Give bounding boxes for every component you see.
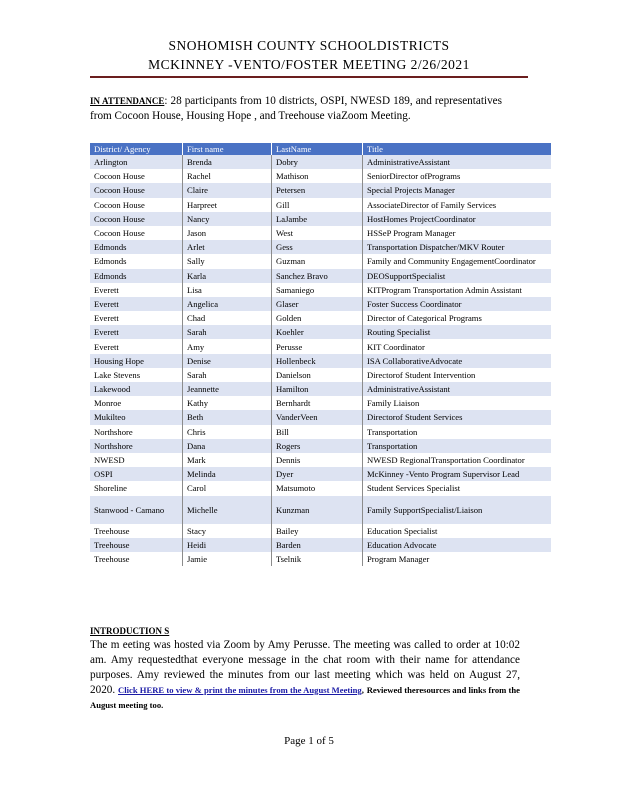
cell-first-name: Brenda bbox=[183, 155, 272, 169]
table-row bbox=[90, 524, 551, 538]
table-row bbox=[90, 283, 551, 297]
table-row bbox=[90, 354, 551, 368]
cell-agency: Treehouse bbox=[90, 552, 183, 566]
cell-last-name: Dyer bbox=[272, 467, 363, 481]
table-row bbox=[90, 254, 551, 268]
cell-last-name: Bill bbox=[272, 425, 363, 439]
cell-first-name: Harpreet bbox=[183, 198, 272, 212]
cell-last-name: Sanchez Bravo bbox=[272, 269, 363, 283]
cell-agency: Cocoon House bbox=[90, 198, 183, 212]
cell-last-name: Barden bbox=[272, 538, 363, 552]
cell-first-name: Angelica bbox=[183, 297, 272, 311]
cell-agency: Northshore bbox=[90, 439, 183, 453]
doc-title-line1: SNOHOMISH COUNTY SCHOOLDISTRICTS bbox=[168, 38, 450, 53]
cell-last-name: Mathison bbox=[272, 169, 363, 183]
table-row bbox=[90, 453, 551, 467]
col-header-title: Title bbox=[363, 143, 552, 155]
cell-title: HSSeP Program Manager bbox=[367, 228, 456, 239]
col-header-first-name: First name bbox=[183, 143, 272, 155]
cell-agency: Cocoon House bbox=[90, 212, 183, 226]
cell-agency: Arlington bbox=[90, 155, 183, 169]
cell-first-name: Kathy bbox=[183, 396, 272, 410]
cell-first-name: Chad bbox=[183, 311, 272, 325]
cell-title: Education Specialist bbox=[367, 525, 438, 536]
cell-last-name: Hollenbeck bbox=[272, 354, 363, 368]
cell-title: Director of Categorical Programs bbox=[367, 313, 482, 324]
introduction-text: The m eeting was hosted via Zoom by Amy Perusse. The meeting was called to order at 10:02 am. Amy requestedthat everyone message in the chat room with their name for attendance purposes. Amy reviewed the minutes from our last meeting which was held on August 27, 2020. bbox=[90, 639, 520, 696]
attendance-text: : 28 participants from 10 districts, OSPI, NWESD 189, and representatives from Cocoon House, Housing Hope , and Treehouse viaZoom Meeting. bbox=[90, 95, 502, 122]
cell-last-name: Kunzman bbox=[272, 496, 363, 524]
cell-first-name: Denise bbox=[183, 354, 272, 368]
cell-first-name: Mark bbox=[183, 453, 272, 467]
table-body bbox=[90, 155, 551, 566]
cell-agency: Everett bbox=[90, 339, 183, 353]
cell-agency: Northshore bbox=[90, 425, 183, 439]
table-row bbox=[90, 339, 551, 353]
table-row bbox=[90, 425, 551, 439]
table-row bbox=[90, 226, 551, 240]
table-row bbox=[90, 396, 551, 410]
cell-last-name: Petersen bbox=[272, 183, 363, 197]
cell-last-name: Koehler bbox=[272, 325, 363, 339]
cell-title: Student Services Specialist bbox=[367, 483, 461, 494]
cell-first-name: Rachel bbox=[183, 169, 272, 183]
cell-agency: OSPI bbox=[90, 467, 183, 481]
cell-title: AdministrativeAssistant bbox=[363, 382, 552, 396]
cell-title: Routing Specialist bbox=[363, 325, 552, 339]
minutes-link[interactable]: Click HERE to view & print the minutes from the August Meeting bbox=[118, 685, 362, 695]
cell-agency: Lake Stevens bbox=[90, 368, 183, 382]
cell-last-name: Tselnik bbox=[272, 552, 363, 566]
cell-last-name: Golden bbox=[272, 311, 363, 325]
table-row bbox=[90, 481, 551, 495]
cell-first-name: Sally bbox=[183, 254, 272, 268]
doc-title-line2: MCKINNEY -VENTO/FOSTER MEETING 2/26/2021 bbox=[148, 57, 470, 72]
cell-first-name: Jason bbox=[183, 226, 272, 240]
cell-agency: Everett bbox=[90, 297, 183, 311]
cell-title: McKinney -Vento Program Supervisor Lead bbox=[363, 467, 552, 481]
cell-title: AdministrativeAssistant bbox=[363, 155, 552, 169]
cell-title: Transportation bbox=[363, 439, 552, 453]
table-row bbox=[90, 467, 551, 481]
cell-agency: Stanwood - Camano bbox=[90, 496, 183, 524]
cell-first-name: Melinda bbox=[183, 467, 272, 481]
cell-title: DEOSupportSpecialist bbox=[363, 269, 552, 283]
table-row bbox=[90, 183, 551, 197]
cell-first-name: Jamie bbox=[183, 552, 272, 566]
attendance-label: IN ATTENDANCE bbox=[90, 96, 165, 106]
cell-title: HostHomes ProjectCoordinator bbox=[363, 212, 552, 226]
cell-first-name: Claire bbox=[183, 183, 272, 197]
cell-agency: Edmonds bbox=[90, 240, 183, 254]
table-row bbox=[90, 496, 551, 524]
attendance-paragraph bbox=[90, 94, 502, 124]
cell-title: Family and Community EngagementCoordinator bbox=[367, 256, 536, 267]
title-divider bbox=[90, 76, 528, 78]
cell-agency: NWESD bbox=[90, 453, 183, 467]
table-row bbox=[90, 538, 551, 552]
cell-agency: Cocoon House bbox=[90, 226, 183, 240]
table-row bbox=[90, 552, 551, 566]
cell-agency: Everett bbox=[90, 311, 183, 325]
cell-first-name: Chris bbox=[183, 425, 272, 439]
cell-agency: Edmonds bbox=[90, 254, 183, 268]
cell-title: NWESD RegionalTransportation Coordinator bbox=[367, 455, 525, 466]
cell-last-name: Glaser bbox=[272, 297, 363, 311]
cell-last-name: Gill bbox=[272, 198, 363, 212]
cell-title: SeniorDirector ofPrograms bbox=[367, 171, 461, 182]
col-header-last-name: LastName bbox=[272, 143, 363, 155]
cell-title: KIT Coordinator bbox=[367, 341, 425, 352]
cell-first-name: Nancy bbox=[183, 212, 272, 226]
table-row bbox=[90, 368, 551, 382]
cell-agency: Cocoon House bbox=[90, 169, 183, 183]
cell-last-name: Rogers bbox=[272, 439, 363, 453]
cell-first-name: Arlet bbox=[183, 240, 272, 254]
cell-last-name: Bailey bbox=[272, 524, 363, 538]
cell-title: Directorof Student Services bbox=[363, 410, 552, 424]
col-header-agency: District/ Agency bbox=[90, 143, 183, 155]
cell-agency: Everett bbox=[90, 283, 183, 297]
cell-last-name: Dennis bbox=[272, 453, 363, 467]
cell-title: Family Liaison bbox=[367, 398, 420, 409]
cell-title: AssociateDirector of Family Services bbox=[367, 199, 497, 210]
table-row bbox=[90, 240, 551, 254]
cell-title: Directorof Student Intervention bbox=[367, 369, 476, 380]
cell-last-name: Dobry bbox=[272, 155, 363, 169]
cell-title: KITProgram Transportation Admin Assistant bbox=[367, 284, 522, 295]
cell-last-name: Gess bbox=[272, 240, 363, 254]
table-row bbox=[90, 325, 551, 339]
cell-agency: Treehouse bbox=[90, 538, 183, 552]
cell-agency: Treehouse bbox=[90, 524, 183, 538]
cell-last-name: Perusse bbox=[272, 339, 363, 353]
table-row bbox=[90, 169, 551, 183]
cell-first-name: Beth bbox=[183, 410, 272, 424]
introduction-paragraph bbox=[90, 638, 520, 713]
cell-agency: Cocoon House bbox=[90, 183, 183, 197]
cell-title: ISA CollaborativeAdvocate bbox=[363, 354, 552, 368]
cell-last-name: Danielson bbox=[272, 368, 363, 382]
introduction-heading: INTRODUCTION S bbox=[90, 626, 170, 636]
cell-agency: Everett bbox=[90, 325, 183, 339]
cell-first-name: Stacy bbox=[183, 524, 272, 538]
table-row bbox=[90, 382, 551, 396]
cell-first-name: Michelle bbox=[183, 496, 272, 524]
cell-first-name: Sarah bbox=[183, 368, 272, 382]
cell-first-name: Heidi bbox=[183, 538, 272, 552]
cell-title: Program Manager bbox=[367, 553, 430, 564]
cell-agency: Monroe bbox=[90, 396, 183, 410]
attendance-table bbox=[90, 143, 551, 566]
table-row bbox=[90, 155, 551, 169]
cell-last-name: VanderVeen bbox=[272, 410, 363, 424]
cell-agency: Mukilteo bbox=[90, 410, 183, 424]
cell-last-name: Hamilton bbox=[272, 382, 363, 396]
cell-title: Transportation Dispatcher/MKV Router bbox=[363, 240, 552, 254]
cell-title: Transportation bbox=[367, 426, 418, 437]
cell-first-name: Karla bbox=[183, 269, 272, 283]
cell-agency: Lakewood bbox=[90, 382, 183, 396]
cell-last-name: West bbox=[272, 226, 363, 240]
cell-last-name: LaJambe bbox=[272, 212, 363, 226]
table-row bbox=[90, 212, 551, 226]
cell-first-name: Jeannette bbox=[183, 382, 272, 396]
cell-last-name: Matsumoto bbox=[272, 481, 363, 495]
cell-title: Education Advocate bbox=[363, 538, 552, 552]
cell-title: Special Projects Manager bbox=[363, 183, 552, 197]
cell-agency: Housing Hope bbox=[90, 354, 183, 368]
table-row bbox=[90, 297, 551, 311]
cell-first-name: Dana bbox=[183, 439, 272, 453]
cell-title: Family SupportSpecialist/Liaison bbox=[363, 496, 552, 524]
cell-agency: Shoreline bbox=[90, 481, 183, 495]
cell-last-name: Guzman bbox=[272, 254, 363, 268]
page-number: Page 1 of 5 bbox=[284, 735, 334, 747]
table-row bbox=[90, 269, 551, 283]
cell-last-name: Bernhardt bbox=[272, 396, 363, 410]
table-row bbox=[90, 198, 551, 212]
table-row bbox=[90, 311, 551, 325]
introduction-tail: Reviewed theresources and links from the August meeting too. bbox=[90, 685, 520, 710]
cell-first-name: Amy bbox=[183, 339, 272, 353]
cell-first-name: Sarah bbox=[183, 325, 272, 339]
cell-first-name: Lisa bbox=[183, 283, 272, 297]
cell-last-name: Samaniego bbox=[272, 283, 363, 297]
table-header-row bbox=[90, 143, 551, 155]
cell-title: Foster Success Coordinator bbox=[363, 297, 552, 311]
table-row bbox=[90, 410, 551, 424]
table-row bbox=[90, 439, 551, 453]
cell-agency: Edmonds bbox=[90, 269, 183, 283]
cell-first-name: Carol bbox=[183, 481, 272, 495]
link-comma: , bbox=[361, 685, 364, 695]
